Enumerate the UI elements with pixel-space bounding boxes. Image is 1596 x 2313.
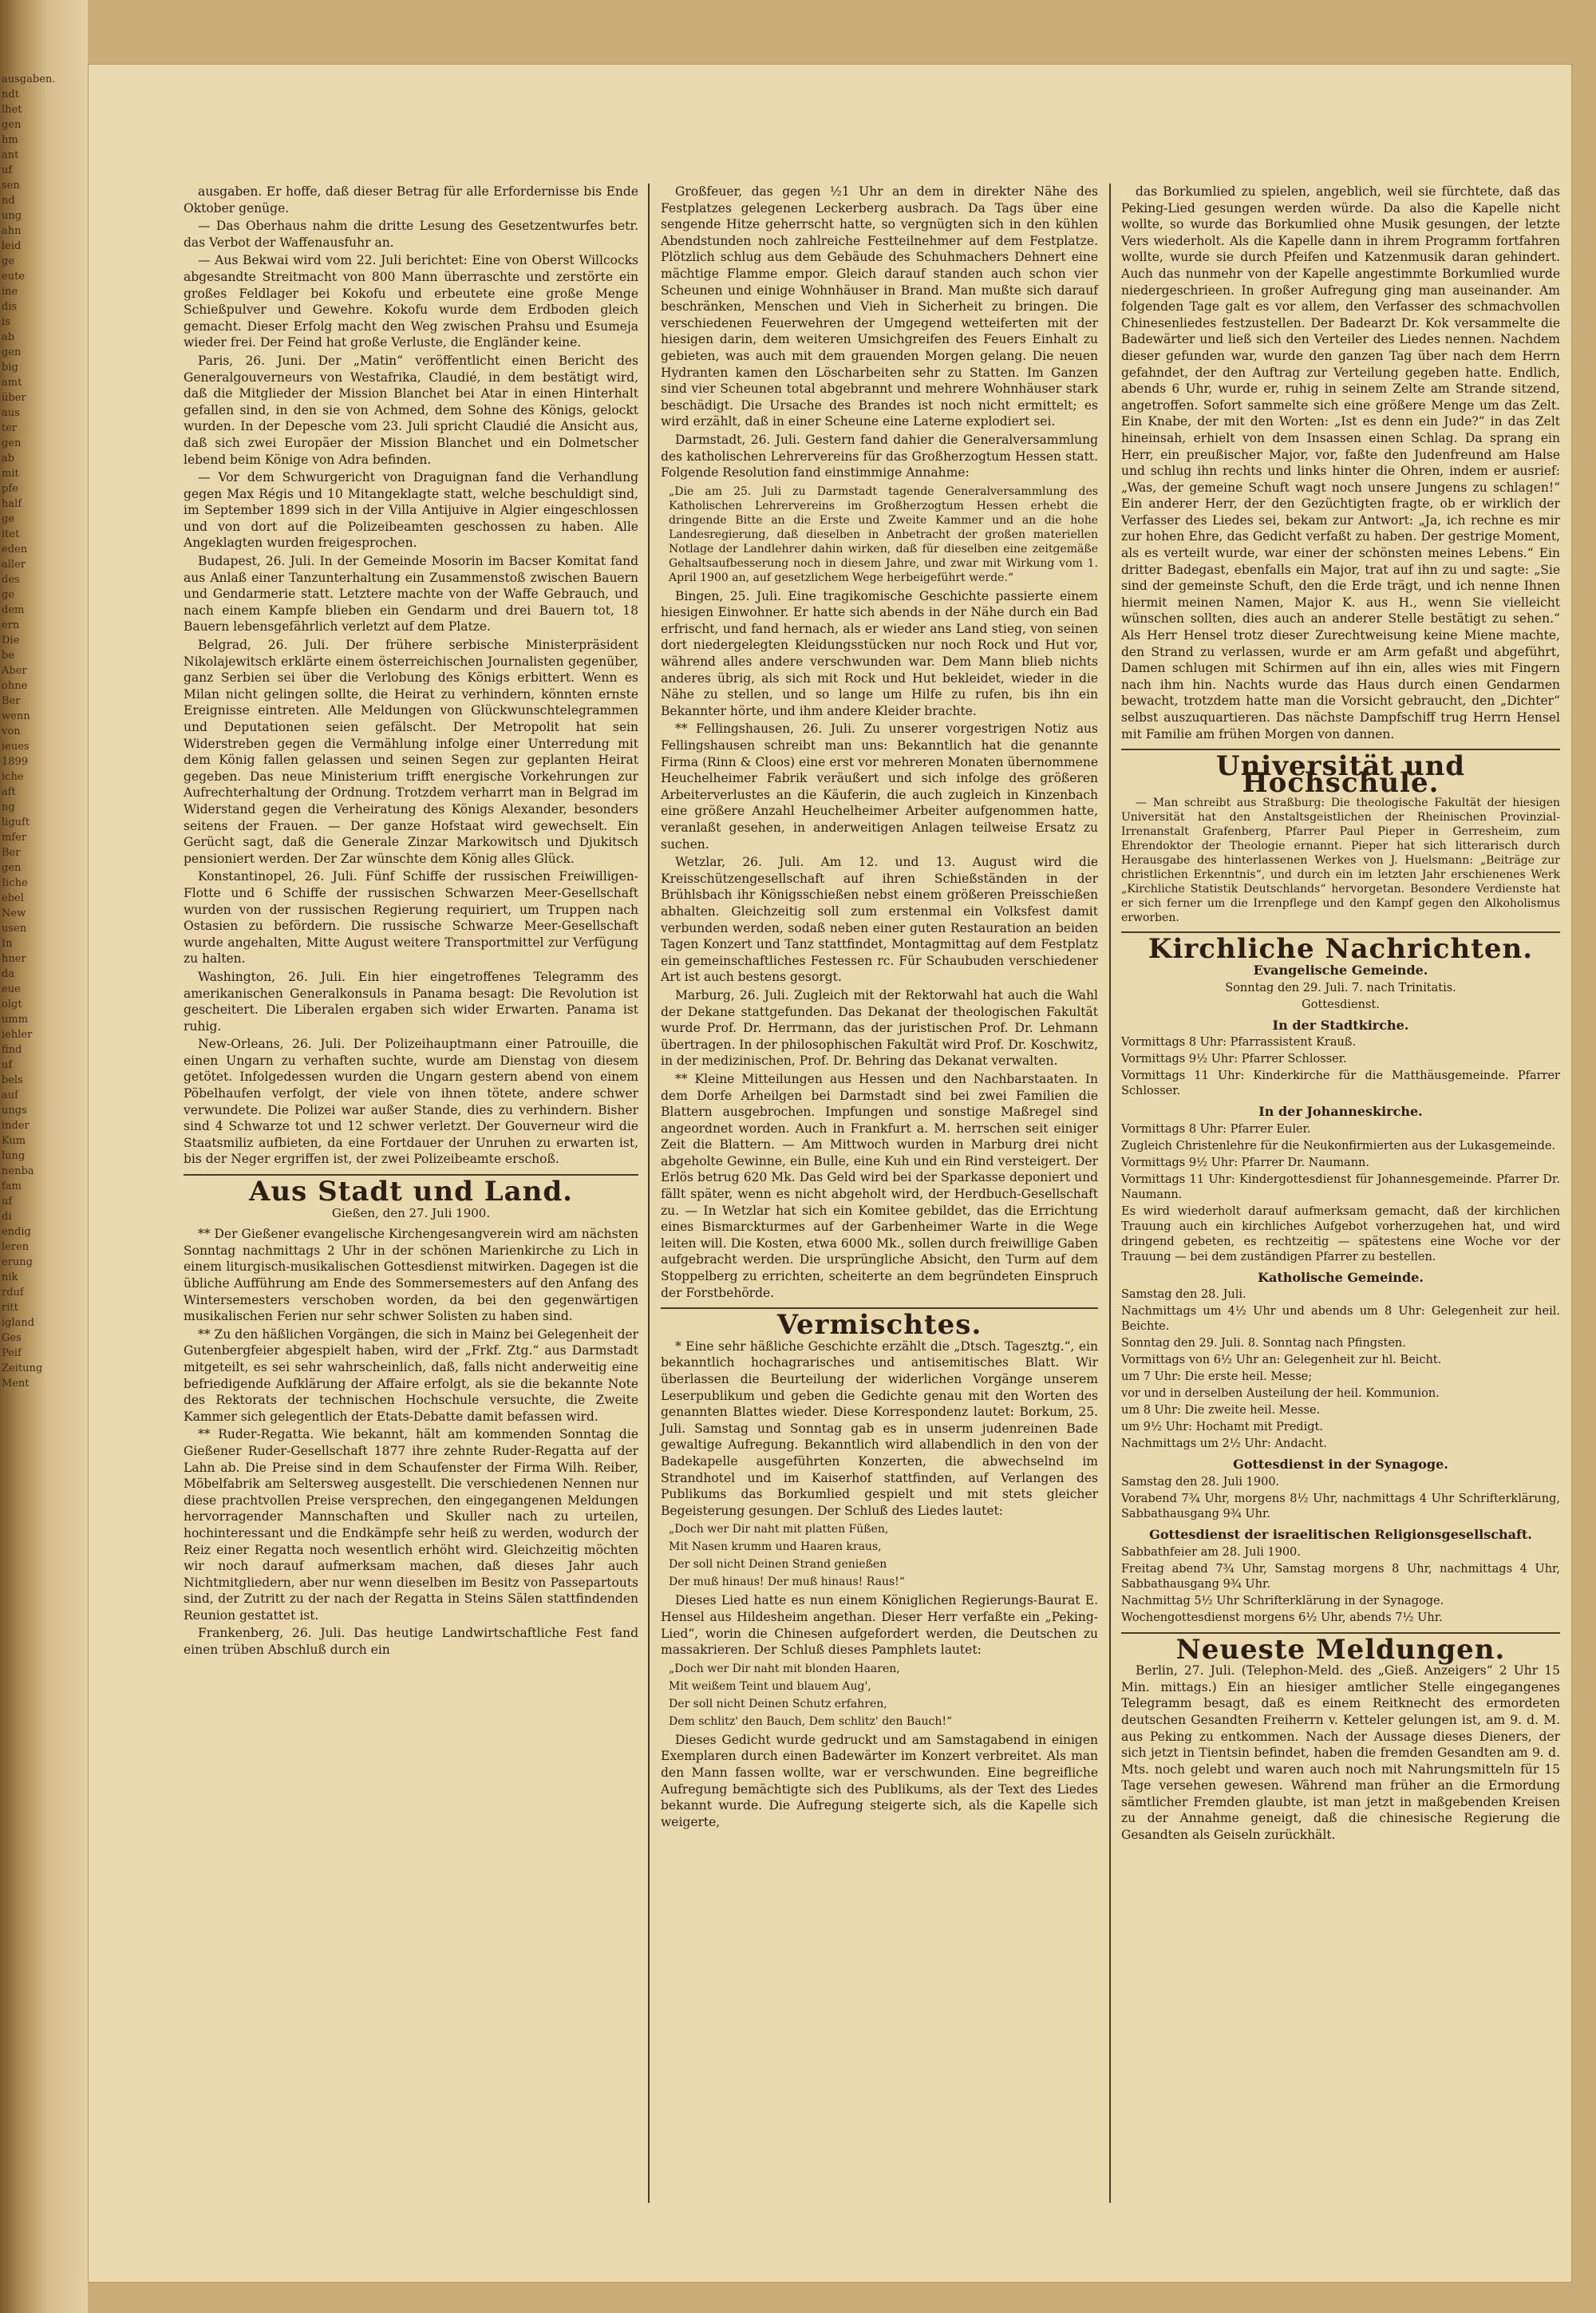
article-paragraph: ausgaben. Er hoffe, daß dieser Betrag für alle Erfordernisse bis Ende Oktober genüge. [184, 184, 638, 215]
article-paragraph: Washington, 26. Juli. Ein hier eingetroffenes Telegramm des amerikanischen Generalkonsuls in Panama besagt: Die Revolution ist gescheitert. Die Liberalen ergaben sich wider Erwarten. Panama ist ruhig. [184, 969, 638, 1034]
stadtkirche-schedule [1121, 1035, 1560, 1099]
article-paragraph: Paris, 26. Juni. Der „Matin“ veröffentlicht einen Bericht des Generalgouverneurs von Westafrika, Claudié, in dem bestätigt wird, daß die Mitglieder der Mission Blanchet bei Atar in einen Hinterhalt gefallen sind, in den sie von Achmed, dem Sohne des Königs, gelockt wurden. In der Depesche vom 23. Juli spricht Claudié die Ansicht aus, daß sich zwei Europäer der Mission Blanchet und ein Dolmetscher lebend beim Könige von Adra befinden. [184, 353, 638, 467]
schedule-line: Sabbathfeier am 28. Juli 1900. [1121, 1545, 1301, 1559]
schedule-line: Nachmittags um 2½ Uhr: Andacht. [1121, 1437, 1328, 1451]
verse-line: Der muß hinaus! Der muß hinaus! Raus!“ [669, 1576, 905, 1589]
section-heading-vermischtes: Vermischtes. [776, 1309, 982, 1342]
column-rule [648, 184, 650, 2203]
edge-fragment: gen [2, 346, 22, 358]
edge-fragment: fam [2, 1180, 22, 1192]
edge-fragment: 1899 [2, 756, 29, 768]
edge-fragment: ng [2, 801, 15, 813]
edge-fragment: nd [2, 195, 15, 207]
schedule-line: Samstag den 28. Juli 1900. [1121, 1475, 1280, 1489]
schedule-line: um 9½ Uhr: Hochamt mit Predigt. [1121, 1421, 1323, 1434]
edge-fragment: be [2, 650, 15, 662]
misc-article [661, 1338, 1098, 1520]
article-paragraph: Wetzlar, 26. Juli. Am 12. und 13. August wird die Kreisschützengesellschaft auf ihren Schießständen in der Brühlsbach ihr Königsschießen nebst einem größeren Preisschießen abhalten. Gleichzeitig soll zum erstenmal ein Volksfest damit verbunden werden, sodaß neben einer guten Restauration an beiden Tagen Konzert und Tanz stattfindet, Montagmittag auf dem Festplatz ein gemeinschaftliches Festessen rc. Für Schaubuden verschiedener Art ist auch bestens gesorgt. [661, 855, 1098, 985]
edge-fragment: liguft [2, 816, 30, 828]
edge-fragment: In [2, 938, 13, 950]
verse-2 [661, 1662, 1098, 1729]
regional-news-2 [661, 588, 1098, 1302]
edge-fragment: über [2, 392, 26, 404]
israelite-heading: Gottesdienst der israelitischen Religionsgesellschaft. [1149, 1526, 1532, 1542]
edge-fragment: Aber [2, 665, 27, 677]
edge-fragment: gen [2, 437, 22, 449]
edge-fragment: eden [2, 544, 28, 556]
schedule-line: Vormittags 9½ Uhr: Pfarrer Schlosser. [1121, 1053, 1347, 1066]
schedule-line: Vormittags von 6½ Uhr an: Gelegenheit zur hl. Beicht. [1121, 1354, 1442, 1367]
edge-fragment: uf [2, 1196, 13, 1208]
sunday-date: Sonntag den 29. Juli. 7. nach Trinitatis. [1225, 981, 1456, 994]
edge-fragment: Ber [2, 695, 21, 707]
catholic-schedule [1121, 1287, 1560, 1452]
edge-fragment: ungs [2, 1105, 27, 1117]
edge-fragment: is [2, 316, 10, 328]
edge-fragment: ritt [2, 1302, 18, 1314]
foreign-news [184, 184, 638, 1168]
edge-fragment: ter [2, 422, 18, 434]
edge-fragment: sen [2, 180, 20, 192]
edge-fragment: Ges [2, 1332, 22, 1344]
edge-fragment: Die [2, 635, 20, 646]
edge-fragment: iche [2, 771, 24, 783]
edge-fragment: ung [2, 210, 22, 222]
previous-page-edge [2, 72, 56, 1588]
edge-fragment: ieues [2, 741, 30, 753]
edge-fragment: New [2, 907, 26, 919]
schedule-line: Vorabend 7¾ Uhr, morgens 8½ Uhr, nachmittags 4 Uhr Schrifterklärung, Sabbathausgang 9¾ Uhr. [1121, 1492, 1560, 1520]
edge-fragment: ndt [2, 89, 19, 101]
verse-line: Der soll nicht Deinen Schutz erfahren, [669, 1697, 887, 1710]
schedule-line: Vormittags 11 Uhr: Kindergottesdienst für Johannesgemeinde. Pfarrer Dr. Naumann. [1121, 1172, 1560, 1201]
edge-fragment: uf [2, 164, 13, 176]
edge-fragment: dem [2, 604, 25, 616]
edge-fragment: ohne [2, 680, 28, 692]
article-paragraph: Marburg, 26. Juli. Zugleich mit der Rektorwahl hat auch die Wahl der Dekane stattgefunden. Das Dekanat der theologischen Fakultät wurde Prof. Dr. Herrmann, das der juristischen Prof. Dr. Lehmann übertragen. In der philosophischen Fakultät wird Prof. Dr. Koschwitz, in der medizinischen, Prof. Dr. Behring das Dekanat verwalten. [661, 987, 1099, 1069]
edge-fragment: da [2, 968, 15, 980]
edge-fragment: aller [2, 559, 26, 571]
schedule-line: vor und in derselben Austeilung der heil. Kommunion. [1121, 1387, 1440, 1401]
latest-news: Berlin, 27. Juli. (Telephon-Meld. des „Gieß. Anzeigers“ 2 Uhr 15 Min. mittags.) Ein an hiesiger amtlicher Stelle eingegangenes Telegramm besagt, daß es einem Reitknecht des ermordeten deutschen Gesandten Freiherrn v. Ketteler gelungen ist, am 9. d. M. aus Peking zu entkommen. Nach der Aussage dieses Dieners, der sich jetzt in Tientsin befindet, haben die fremden Gesandten am 9. d. Mts. noch gelebt und waren auch noch mit Nahrungsmitteln für 15 Tage versehen gewesen. Während man früher an die Ermordung sämtlicher Fremden glaubte, ist man jetzt in maßgebenden Kreisen zu der Annahme geneigt, daß die chinesische Regierung die Gesandten als Geiseln zurückhält. [1121, 1663, 1560, 1843]
edge-fragment: hm [2, 134, 18, 146]
edge-fragment: wenn [2, 710, 30, 722]
edge-fragment: rduf [2, 1287, 24, 1299]
johanneskirche-heading: In der Johanneskirche. [1258, 1104, 1423, 1120]
edge-fragment: lung [2, 1150, 26, 1162]
verse-line: Der soll nicht Deinen Strand genießen [669, 1558, 887, 1572]
edge-fragment: mit [2, 468, 19, 480]
misc-article-continued [1121, 184, 1560, 742]
schedule-line: Vormittags 9½ Uhr: Pfarrer Dr. Naumann. [1121, 1156, 1369, 1169]
resolution-quote: „Die am 25. Juli zu Darmstadt tagende Generalversammlung des Katholischen Lehrervereins im Großherzogtum Hessen erhebt die dringende Bitte an die Erste und Zweite Kammer und an die hohe Landesregierung, daß dieselben in Anbetracht der großen materiellen Notlage der Landlehrer dahin wirken, daß für dieselben eine zeitgemäße Gehaltsaufbesserung noch in diesem Jahre, und zwar mit Wirkung vom 1. April 1900 an, auf gesetzlichem Wege herbeigeführt werde.“ [669, 484, 1098, 584]
article-paragraph: — Aus Bekwai wird vom 22. Juli berichtet: Eine von Oberst Willcocks abgesandte Streitmacht von 800 Mann überraschte und zerstörte ein großes Feldlager bei Kokofu und erbeutete eine große Menge Schießpulver und Gewehre. Kokofu wurde dem Erdboden gleich gemacht. Dieser Erfolg macht den Weg zwischen Prahsu und Esumeja wieder frei. Der Feind hat große Verluste, die Engländer keine. [184, 253, 638, 350]
section-heading-universitaet: Universität und Hochschule. [1215, 750, 1466, 799]
local-news [184, 1226, 638, 1658]
edge-fragment: half [2, 498, 22, 510]
column-3 [1121, 184, 1560, 2211]
schedule-line: um 8 Uhr: Die zweite heil. Messe. [1121, 1404, 1321, 1417]
article-paragraph: ** Kleine Mitteilungen aus Hessen und den Nachbarstaaten. In dem Dorfe Arheilgen bei Darmstadt sind bei zwei Familien die Blattern ausgebrochen. Impfungen und sonstige Maßregel sind angeordnet worden. Auch in Frankfurt a. M. herrschen seit einiger Zeit die Blattern. — Am Mittwoch wurden in Marburg drei nicht abgeholte Gewinne, ein Bulle, eine Kuh und ein Rind versteigert. Der Erlös betrug 620 Mk. Das Geld wird bei der Sparkasse deponiert und fällt später, wenn es nicht abgeholt wird, der Herdbuch-Gesellschaft zu. — In Wetzlar hat sich ein Komitee gebildet, das die Errichtung eines Bismarckturmes auf der Garbenheimer Warte in die Wege leiten will. Die Kosten, etwa 6000 Mk., sollen durch freiwillige Gaben aufgebracht werden. Die ursprüngliche Absicht, den Turm auf dem Stoppelberg zu errichten, scheiterte an dem begründeten Einspruch der Forstbehörde. [661, 1071, 1098, 1300]
edge-fragment: inder [2, 1120, 30, 1132]
article-paragraph: ** Ruder-Regatta. Wie bekannt, hält am kommenden Sonntag die Gießener Ruder-Gesellschaft 1877 ihre zehnte Ruder-Regatta auf der Lahn ab. Die Preise sind in dem Schaufenster der Firma Wilh. Reiber, Möbelfabrik am Seltersweg ausgestellt. Die verschiedenen Nennen nur diese prachtvollen Preise versprechen, den eingegangenen Meldungen hervorragender Mannschaften und Skuller nach zu urteilen, hochinteressant und die Endkämpfe sehr heiß zu werden, wodurch der Reiz einer Regatta noch wesentlich erhöht wird. Gleichzeitig möchten wir noch darauf aufmerksam machen, daß dieses Jahr auch Nichtmitgliedern, aber nur wenn dieselben im Besitz von Passepartouts sind, der Zutritt zu der nach der Regatta in Steins Sälen stattfindenden Reunion gestattet ist. [184, 1427, 638, 1623]
schedule-line: Vormittags 8 Uhr: Pfarrassistent Krauß. [1121, 1036, 1357, 1050]
verse-line: Mit weißem Teint und blauem Aug', [669, 1679, 871, 1693]
edge-fragment: Ber [2, 847, 21, 859]
edge-fragment: eue [2, 983, 21, 995]
edge-fragment: Kum [2, 1135, 26, 1147]
article-paragraph: Dieses Lied hatte es nun einem Königlichen Regierungs-Baurat E. Hensel aus Hildesheim angethan. Dieser Herr verfaßte ein „Peking-Lied“, worin die Chinesen aufgefordert werden, die Deutschen zu massakrieren. Der Schluß dieses Pamphlets lautet: [661, 1593, 1098, 1658]
edge-fragment: erung [2, 1256, 33, 1268]
schedule-line: Samstag den 28. Juli. [1121, 1288, 1246, 1302]
article-paragraph: Bingen, 25. Juli. Eine tragikomische Geschichte passierte einem hiesigen Einwohner. Er hatte sich abends in der Nähe durch ein Bad erfrischt, und fand hernach, als er wieder ans Land stieg, von seinen dort niedergelegten Kleidungsstücken nur noch Rock und Hut vor, während alles andere verschwunden war. Dem Mann blieb nichts anderes übrig, als sich mit Rock und Hut bekleidet, wieder in die Nähe zu stellen, und so lange um Hilfe zu rufen, bis ihn ein Bekannter hörte, und ihm andere Kleider brachte. [661, 588, 1098, 718]
edge-fragment: amt [2, 377, 22, 389]
edge-fragment: uf [2, 1059, 13, 1071]
schedule-line: Zugleich Christenlehre für die Neukonfirmierten aus der Lukasgemeinde. [1121, 1139, 1556, 1153]
edge-fragment: big [2, 362, 18, 374]
article-paragraph: New-Orleans, 26. Juli. Der Polizeihauptmann einer Patrouille, die einen Ungarn zu verhaften suchte, wurde am Dienstag von diesem getötet. Infolgedessen wurden die Ungarn gestern abend von einem Pöbelhaufen verfolgt, der viele von ihnen tötete, andere schwer verwundete. Die Polizei war außer Stande, dies zu verhindern. Bisher sind 4 Schwarze tot und 12 schwer verletzt. Der Gouverneur wird die Staatsmiliz aufbieten, da eine Fortdauer der Unruhen zu erwarten ist, bis der Neger ergriffen ist, der zwei Polizeibeamte erschoß. [184, 1037, 638, 1167]
edge-fragment: auf [2, 1089, 18, 1101]
section-heading-stadt-und-land: Aus Stadt und Land. [249, 1176, 573, 1208]
section-heading-kirchliche-nachrichten: Kirchliche Nachrichten. [1148, 933, 1534, 966]
israelite-schedule [1121, 1545, 1560, 1626]
article-paragraph: ** Fellingshausen, 26. Juli. Zu unserer vorgestrigen Notiz aus Fellingshausen schreibt man uns: Bekanntlich hat die genannte Firma (Rinn & Cloos) eine erst vor mehreren Monaten übernommene Heuchelheimer Fabrik veräußert und sich infolge des größeren Arbeiterverlustes an die Käuferin, die auch zugleich in Kinzenbach eine größere Anzahl Heuchelheimer Arbeiter aufgenommen hatte, veranlaßt gesehen, in anderweitigen Anlagen teilweise Ersatz zu suchen. [661, 722, 1098, 852]
misc-article-2 [661, 1592, 1098, 1658]
schedule-line: Es wird wiederholt darauf aufmerksam gemacht, daß der kirchlichen Trauung auch ein kirchliches Aufgebot vorherzugehen hat, und wird dringend gebeten, es rechtzeitig — spätestens eine Woche vor der Trauung — bei dem zuständigen Pfarrer zu bestellen. [1121, 1204, 1560, 1263]
edge-fragment: dis [2, 301, 18, 313]
university-notice: — Man schreibt aus Straßburg: Die theologische Fakultät der hiesigen Universität hat den Anstaltsgeistlichen der Rheinischen Provinzial-Irrenanstalt Grafenberg, Pfarrer Paul Pieper in Gerresheim, zum Ehrendoktor der Theologie ernannt. Pieper hat sich litterarisch durch Herausgabe des hinterlassenen Werkes von J. Huelsmann: „Beiträge zur christlichen Erkenntnis“, und durch ein im letzten Jahr erschienenes Werk „Kirchliche Statistik Deutschlands“ hervorgetan. Besondere Verdienste hat er sich ferner um die Irrenpflege und den Kampf gegen den Alkoholismus erworben. [1121, 797, 1560, 925]
article-paragraph: Großfeuer, das gegen ½1 Uhr an dem in direkter Nähe des Festplatzes gelegenen Leckerberg ausbrach. Da Tags über eine sengende Hitze geherrscht hatte, so vergnügten sich in den kühlen Abendstunden noch zahlreiche Festteilnehmer auf dem Festplatze. Plötzlich schlug aus dem Gebäude des Schuhmachers Dehnert eine mächtige Flamme empor. Gleich darauf standen auch schon vier Scheunen und einige Wohnhäuser in Brand. Man mußte sich darauf beschränken, Menschen und Vieh in Sicherheit zu bringen. Die verschiedenen Feuerwehren der Umgegend wetteiferten mit der hiesigen darin, dem weiteren Umsichgreifen des Feuers Einhalt zu gebieten, was auch mit dem grauenden Morgen gelang. Die neuen Hydranten kamen den Löscharbeiten sehr zu Statten. Im Ganzen sind vier Scheunen total abgebrannt und mehrere Wohnhäuser stark beschädigt. Die Ursache des Brandes ist noch nicht ermittelt; es wird erzählt, daß in einer Scheune eine Laterne explodiert sei. [661, 184, 1098, 429]
verse-1 [661, 1522, 1098, 1589]
edge-fragment: ge [2, 513, 15, 525]
article-paragraph: Konstantinopel, 26. Juli. Fünf Schiffe der russischen Freiwilligen-Flotte und 6 Schiffe der russischen Schwarzen Meer-Gesellschaft wurden von der russischen Regierung requiriert, um Truppen nach Ostasien zu befördern. Die russische Schwarze Meer-Gesellschaft wurde angehalten, Mitte August weitere Transportmittel zur Verfügung zu halten. [184, 869, 638, 967]
edge-fragment: nenba [2, 1165, 34, 1177]
newspaper-page [88, 64, 1572, 2283]
edge-fragment: olgt [2, 998, 22, 1010]
article-paragraph: Frankenberg, 26. Juli. Das heutige Landwirtschaftliche Fest fand einen trüben Abschluß durch ein [184, 1626, 638, 1658]
article-paragraph: Belgrad, 26. Juli. Der frühere serbische Ministerpräsident Nikolajewitsch erklärte einem österreichischen Journalisten gegenüber, ganz Serbien sei über die Verlobung des Königs erbittert. Wenn es Milan nicht gelingen sollte, die Heirat zu verhindern, könnten ernste Ereignisse eintreten. Alle Meldungen von Glückwunschtelegrammen und Deputationen seien gefälscht. Der Metropolit hat sein Widerstreben gegen die Vermählung infolge einer Unterredung mit dem König fallen gelassen und seinen Segen zur geplanten Heirat gegeben. Das neue Ministerium trifft energische Vorkehrungen zur Aufrechterhaltung der Ordnung. Trotzdem verharrt man in Belgrad im Widerstand gegen die Verheiratung des Königs Alexander, besonders seitens der Frauen. — Der ganze Hofstaat wird gewechselt. Ein Gerücht sagt, daß die Generale Zinzar Markowitsch und Djukitsch pensioniert werden. Der Zar wünschte dem König alles Glück. [184, 638, 638, 866]
edge-fragment: des [2, 574, 20, 586]
evangelical-heading: Evangelische Gemeinde. [1253, 962, 1428, 978]
edge-fragment: nik [2, 1271, 18, 1283]
column-rule [1109, 184, 1111, 2203]
edge-fragment: ge [2, 589, 15, 601]
edge-fragment: itet [2, 528, 20, 540]
article-paragraph: ** Zu den häßlichen Vorgängen, die sich in Mainz bei Gelegenheit der Gutenbergfeier abgespielt haben, wird der „Frkf. Ztg.“ aus Darmstadt mitgeteilt, es sei sehr wahrscheinlich, daß, falls nicht anderweitig eine befriedigende Aufklärung der Affaire erfolgt, als sie die bekannte Note des Rektorats der technischen Hochschule versuchte, die Zweite Kammer sich gelegentlich der Etats-Debatte damit befassen wird. [184, 1327, 638, 1424]
edge-fragment: ine [2, 286, 18, 298]
edge-fragment: ausgaben. [2, 73, 56, 85]
edge-fragment: ebel [2, 892, 24, 904]
edge-fragment: aft [2, 786, 16, 798]
misc-article-3 [661, 1732, 1098, 1831]
synagogue-heading: Gottesdienst in der Synagoge. [1233, 1457, 1448, 1473]
edge-fragment: Peif [2, 1347, 22, 1359]
edge-fragment: iehler [2, 1029, 33, 1041]
edge-fragment: ahn [2, 225, 22, 237]
edge-fragment: pfe [2, 483, 18, 495]
article-paragraph: — Das Oberhaus nahm die dritte Lesung des Gesetzentwurfes betr. das Verbot der Waffenausfuhr an. [184, 219, 638, 250]
verse-line: „Doch wer Dir naht mit platten Füßen, [669, 1523, 889, 1536]
article-paragraph: das Borkumlied zu spielen, angeblich, weil sie fürchtete, daß das Peking-Lied gesungen werden würde. Da also die Kapelle nicht wollte, so wurde das Borkumlied ohne Musik gesungen, der letzte Vers wiederholt. Als die Kapelle dann in ihrem Programm fortfahren wollte, wurde sie durch Pfeifen und Katzenmusik daran gehindert. Auch das nunmehr von der Kapelle angestimmte Borkumlied wurde niedergeschrieen. In großer Aufregung ging man auseinander. Am folgenden Tage galt es vor allem, den Verfasser des schmachvollen Chinesenliedes festzustellen. Der Badearzt Dr. Kok versammelte die Badewärter und ließ sich den Verteiler des Liedes nennen. Nachdem dieser gefunden war, wurde den ganzen Tag über nach dem Herrn gefahndet, der den Auftrag zur Verteilung gegeben hatte. Endlich, abends 6 Uhr, wurde er, ruhig in seinem Zelte am Strande sitzend, angetroffen. Sofort sammelte sich eine größere Menge um das Zelt. Ein Knabe, der mit den Worten: „Ist es denn ein Jude?“ in das Zelt hineinsah, erhielt von dem Insassen einen Schlag. Da sprang ein Herr, ein preußischer Major, vor, faßte den Judenfreund am Halse und schlug ihn rechts und links hinter die Ohren, indem er ausrief: „Was, der gemeine Schuft wagt noch unsere Jungens zu schlagen!“ Ein anderer Herr, der den Gezüchtigten fragte, ob er wirklich der Verfasser des Liedes sei, bekam zur Antwort: „Ja, ich rechne es mir zur hohen Ehre, das Gedicht verfaßt zu haben. Der gestrige Moment, als es verteilt wurde, war einer der schönsten meines Lebens.“ Ein dritter Badegast, ebenfalls ein Major, trat auf ihn zu und sagte: „Sie sind der gemeinste Schuft, den die Erde trägt, und ich nenne Ihnen hiermit meinen Namen, Major K. aus H., wenn Sie vielleicht wünschen sollten, dies auch an anderer Stelle bestätigt zu sehen.“ Als Herr Hensel trotz dieser Zurechtweisung keine Miene machte, den Strand zu verlassen, wurde er am Arm gefaßt und abgeführt, Damen schlugen mit Schirmen auf ihn ein, alles wies mit Fingern nach ihm hin. Nachts wurde das Haus durch einen Gendarmen bewacht, trotzdem hatte man die Vorsicht gebraucht, den „Dichter“ selbst auszuquartieren. Das nächste Dampfschiff trug Herrn Hensel mit Familie am frühen Morgen von dannen. [1121, 184, 1560, 741]
edge-fragment: ab [2, 331, 15, 343]
schedule-line: Vormittags 8 Uhr: Pfarrer Euler. [1121, 1122, 1311, 1136]
schedule-line: Wochengottesdienst morgens 6½ Uhr, abends 7½ Uhr. [1121, 1611, 1443, 1624]
schedule-line: Freitag abend 7¾ Uhr, Samstag morgens 8 Uhr, nachmittags 4 Uhr, Sabbathausgang 9¾ Uhr. [1121, 1562, 1560, 1591]
edge-fragment: find [2, 1044, 22, 1056]
edge-fragment: Iiche [2, 877, 28, 889]
edge-fragment: bels [2, 1074, 23, 1086]
edge-fragment: igland [2, 1317, 35, 1329]
article-paragraph: — Vor dem Schwurgericht von Draguignan fand die Verhandlung gegen Max Régis und 10 Mitangeklagte statt, welche beschuldigt sind, im September 1899 sich in der Villa Antijuive in Algier eingeschlossen und von dort auf die Polizeibeamten geschossen zu haben. Alle Angeklagten wurden freigesprochen. [184, 470, 638, 551]
column-2 [661, 184, 1098, 2211]
dateline: Gießen, den 27. Juli 1900. [331, 1205, 491, 1220]
edge-fragment: Zeitung [2, 1362, 43, 1374]
edge-fragment: ge [2, 255, 15, 267]
johanneskirche-schedule [1121, 1122, 1560, 1265]
edge-fragment: leren [2, 1241, 30, 1253]
article-paragraph: Dieses Gedicht wurde gedruckt und am Samstagabend in einigen Exemplaren durch einen Badewärter im Konzert verbreitet. Als man den Mann fassen wollte, war er verschwunden. Eine begreifliche Aufregung bemächtigte sich des Publikums, als der Text des Liedes bekannt wurde. Die Aufregung steigerte sich, als die Kapelle sich weigerte, [661, 1732, 1098, 1829]
schedule-line: Vormittags 11 Uhr: Kinderkirche für die Matthäusgemeinde. Pfarrer Schlosser. [1121, 1070, 1560, 1098]
stadtkirche-heading: In der Stadtkirche. [1272, 1017, 1409, 1033]
synagogue-schedule [1121, 1475, 1560, 1522]
edge-fragment: aus [2, 407, 20, 419]
edge-fragment: gen [2, 119, 22, 131]
edge-fragment: hner [2, 953, 26, 965]
edge-fragment: gen [2, 862, 22, 874]
verse-line: Mit Nasen krumm und Haaren kraus, [669, 1540, 882, 1554]
article-paragraph: Budapest, 26. Juli. In der Gemeinde Mosorin im Bacser Komitat fand aus Anlaß einer Tanzunterhaltung ein Zusammenstoß zwischen Bauern und Gendarmerie statt. Letztere machte von der Waffe Gebrauch, und nach einem Kampfe blieben ein Gendarm und drei Bauern tot, 18 Bauern lebensgefährlich verletzt auf dem Platze. [184, 554, 638, 635]
verse-line: „Doch wer Dir naht mit blonden Haaren, [669, 1662, 900, 1675]
edge-fragment: mfer [2, 832, 27, 844]
column-1 [184, 184, 638, 2211]
verse-line: Dem schlitz' den Bauch, Dem schlitz' den Bauch!“ [669, 1714, 953, 1728]
schedule-line: Sonntag den 29. Juli. 8. Sonntag nach Pfingsten. [1121, 1337, 1406, 1350]
section-heading-neueste-meldungen: Neueste Meldungen. [1175, 1633, 1506, 1666]
edge-fragment: ant [2, 149, 19, 161]
edge-fragment: Ment [2, 1378, 30, 1390]
catholic-heading: Katholische Gemeinde. [1258, 1269, 1424, 1285]
gottesdienst-label: Gottesdienst. [1302, 998, 1380, 1011]
edge-fragment: leid [2, 240, 22, 252]
schedule-line: Nachmittags um 4½ Uhr und abends um 8 Uhr: Gelegenheit zur heil. Beichte. [1121, 1305, 1560, 1334]
edge-fragment: di [2, 1211, 12, 1223]
edge-fragment: ab [2, 453, 15, 465]
edge-fragment: von [2, 726, 21, 737]
article-paragraph: * Eine sehr häßliche Geschichte erzählt die „Dtsch. Tagesztg.“, ein bekanntlich hochagrarisches und antisemitisches Blatt. Wir überlassen die Beurteilung der widerlichen Vorgänge unserem Leserpublikum und geben die Gedichte genau mit den Worten des genannten Blattes wieder. Diese Korrespondenz lautet: Borkum, 25. Juli. Samstag und Sonntag gab es in unserm judenreinen Bade gewaltige Aufregung. Bekanntlich wird allabendlich in den von der Badekapelle ausgeführten Konzerten, die abwechselnd im Strandhotel und im Kaiserhof stattfinden, auf Verlangen des Publikums das Borkumlied gespielt und mit stets gleicher Begeisterung gesungen. Der Schluß des Liedes lautet: [661, 1338, 1098, 1518]
edge-fragment: lhet [2, 104, 22, 116]
edge-fragment: umm [2, 1014, 29, 1026]
edge-fragment: eute [2, 271, 25, 283]
article-paragraph: Darmstadt, 26. Juli. Gestern fand dahier die Generalversammlung des katholischen Lehrervereins für das Großherzogtum Hessen statt. Folgende Resolution fand einstimmige Annahme: [661, 432, 1098, 480]
edge-fragment: usen [2, 923, 27, 935]
regional-news [661, 184, 1098, 481]
edge-fragment: ern [2, 619, 20, 631]
schedule-line: Nachmittag 5½ Uhr Schrifterklärung in der Synagoge. [1121, 1594, 1444, 1607]
edge-fragment: endig [2, 1226, 31, 1238]
schedule-line: um 7 Uhr: Die erste heil. Messe; [1121, 1370, 1313, 1384]
article-paragraph: ** Der Gießener evangelische Kirchengesangverein wird am nächsten Sonntag nachmittags 2 Uhr in der schönen Marienkirche zu Lich in einem liturgisch-musikalischen Gottesdienst mitwirken. Dagegen ist die übliche Aufführung am Ende des Sommersemesters auf den Anfang des Wintersemesters verschoben worden, da bei den gegenwärtigen musikalischen Ferien nur sehr schwer Solisten zu haben sind. [184, 1227, 638, 1324]
